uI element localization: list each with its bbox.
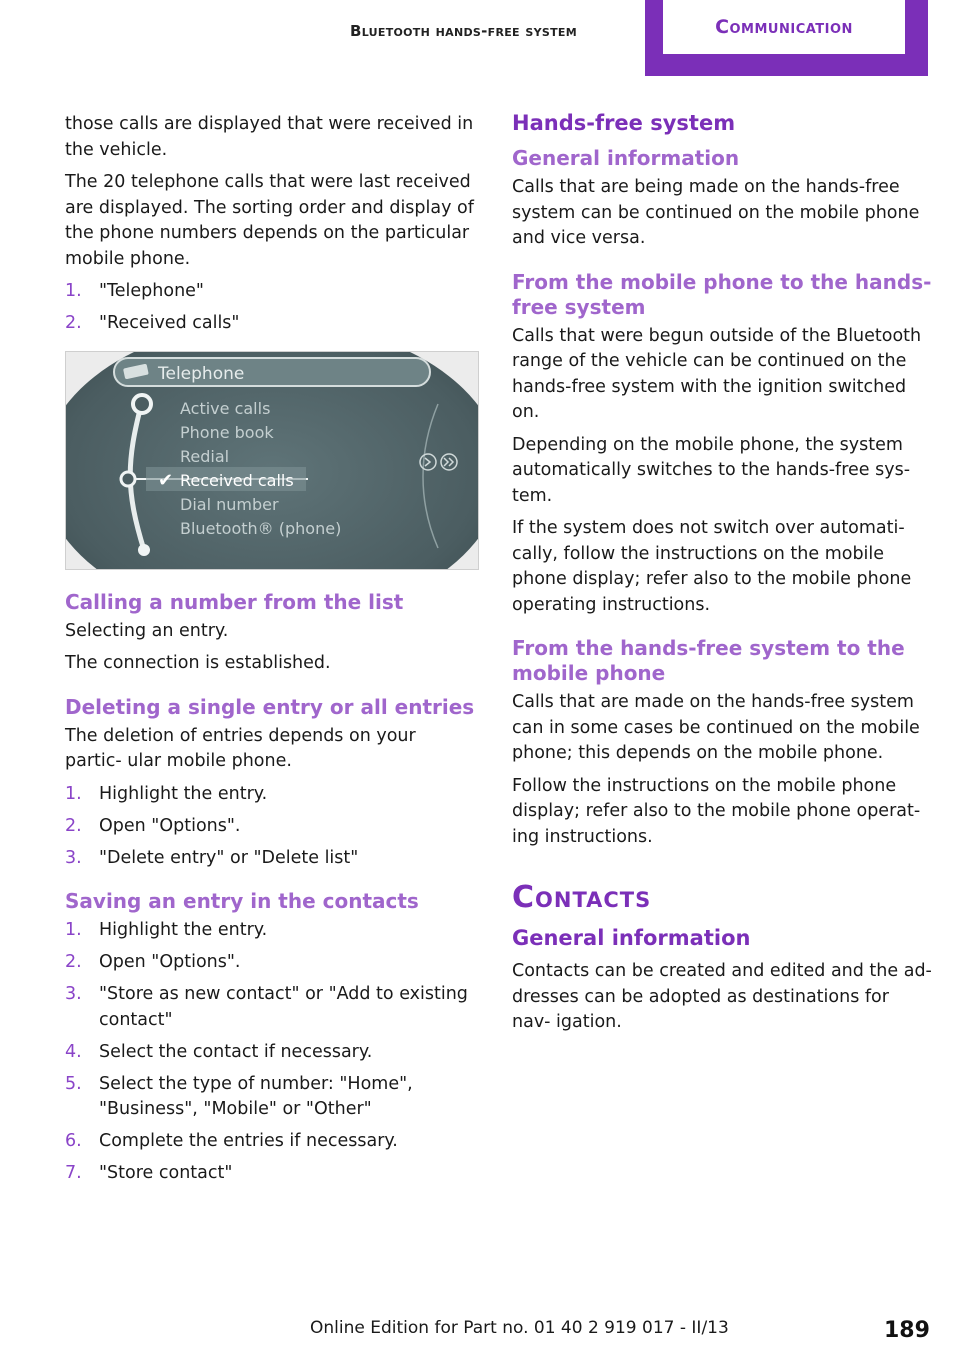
list-item	[65, 1072, 477, 1123]
menu-item: Dial number	[180, 494, 279, 514]
m2h-text-1: Calls that were begun outside of the Bluetooth range of the vehicle can be continued on the hands-free system with the ignition switched on.	[512, 325, 922, 422]
heading-general-information: General information	[512, 146, 740, 170]
step-number: 1.	[65, 281, 82, 301]
heading-hands-free-system: Hands-free system	[512, 111, 736, 135]
list-item	[65, 1129, 477, 1155]
step-text: Select the contact if necessary.	[99, 1041, 373, 1062]
check-icon: ✔	[158, 469, 174, 491]
deleting-text: The deletion of entries depends on your partic‐ ular mobile phone.	[65, 725, 416, 771]
chapter-tab-label: Communication	[663, 0, 905, 54]
step-text: "Store contact"	[99, 1163, 233, 1183]
step-text: Highlight the entry.	[99, 920, 268, 940]
step-text: Open "Options".	[99, 952, 241, 972]
step-number: 2.	[65, 952, 82, 972]
step-text: "Store as new contact" or "Add to existing contact"	[99, 984, 468, 1030]
heading-contacts-general-information: General information	[512, 926, 751, 950]
intro-paragraph-2: The 20 telephone calls that were last received are displayed. The sorting order and display of the phone numbers depends on the particular mobile phone.	[65, 172, 474, 269]
left-column	[65, 112, 477, 1193]
controller-bottom-knob	[138, 544, 150, 556]
list-item	[65, 279, 477, 305]
heading-mobile-to-hands-free: From the mobile phone to the hands- free system	[512, 269, 932, 319]
step-number: 5.	[65, 1073, 82, 1094]
list-item	[65, 950, 477, 976]
h2m-text-2: Follow the instructions on the mobile phone display; refer also to the mobile phone operat‐ ing instructions.	[512, 775, 921, 847]
step-text: Select the type of number: "Home", "Business", "Mobile" or "Other"	[99, 1073, 413, 1119]
steps-delete	[65, 782, 477, 872]
controller-top-knob	[133, 395, 151, 413]
step-text: "Received calls"	[99, 313, 240, 333]
heading-contacts: Contacts	[512, 880, 652, 915]
list-item	[65, 1040, 477, 1066]
menu-item-selected: Received calls	[180, 470, 294, 490]
step-number: 3.	[65, 984, 82, 1004]
step-text: Open "Options".	[99, 815, 241, 836]
steps-save	[65, 918, 477, 1187]
car-display-illustration	[66, 352, 478, 569]
list-item	[65, 814, 477, 840]
menu-item: Phone book	[180, 422, 274, 442]
contacts-general-text: Contacts can be created and edited and the ad‐ dresses can be adopted as destinations for nav‐ igation.	[512, 961, 932, 1032]
list-item	[65, 982, 477, 1033]
step-number: 2.	[65, 815, 82, 836]
step-number: 3.	[65, 847, 82, 868]
list-item	[65, 311, 477, 337]
calling-text-1: Selecting an entry.	[65, 620, 229, 641]
phone-menu-screen-figure	[65, 351, 479, 570]
list-item	[65, 782, 477, 808]
heading-calling-from-list: Calling a number from the list	[65, 589, 404, 614]
list-item	[65, 1161, 477, 1187]
m2h-text-3: If the system does not switch over automati‐ cally, follow the instructions on the mobile phone display; refer also to the mobile phone operating instructions.	[512, 518, 912, 615]
intro-paragraph-1: those calls are displayed that were received in the vehicle.	[65, 114, 474, 160]
menu-item: Redial	[180, 446, 230, 466]
step-text: Highlight the entry.	[99, 783, 268, 804]
step-number: 2.	[65, 313, 82, 333]
step-text: "Telephone"	[99, 281, 204, 301]
heading-deleting-entries: Deleting a single entry or all entries	[65, 694, 475, 719]
step-number: 1.	[65, 783, 82, 804]
right-column	[512, 110, 932, 1043]
step-number: 6.	[65, 1131, 82, 1151]
calling-text-2: The connection is established.	[65, 653, 331, 673]
step-number: 1.	[65, 920, 82, 940]
step-number: 4.	[65, 1041, 82, 1062]
steps-open-received-calls	[65, 279, 477, 337]
page-number: 189	[884, 1318, 930, 1343]
heading-hands-free-to-mobile: From the hands-free system to the mobile phone	[512, 636, 905, 685]
menu-item: Active calls	[180, 398, 271, 418]
h2m-text-1: Calls that are made on the hands-free system can in some cases be continued on the mobile phone; this depends on the mobile phone.	[512, 692, 920, 763]
step-number: 7.	[65, 1163, 82, 1183]
running-header-section: Bluetooth hands-free system	[350, 22, 577, 40]
general-info-text: Calls that are being made on the hands-free system can be continued on the mobile phone and vice versa.	[512, 177, 920, 248]
m2h-text-2: Depending on the mobile phone, the system automatically switches to the hands-free sys‐ tem.	[512, 434, 911, 506]
menu-item: Bluetooth® (phone)	[180, 518, 342, 538]
step-text: Complete the entries if necessary.	[99, 1131, 398, 1151]
screen-title: Telephone	[158, 363, 245, 384]
list-item	[65, 918, 477, 944]
heading-saving-entry: Saving an entry in the contacts	[65, 889, 419, 913]
footer-edition: Online Edition for Part no. 01 40 2 919 017 - II/13	[310, 1318, 729, 1338]
step-text: "Delete entry" or "Delete list"	[99, 847, 359, 868]
list-item	[65, 846, 477, 872]
chapter-tab	[645, 0, 928, 76]
controller-position-knob	[121, 472, 135, 486]
